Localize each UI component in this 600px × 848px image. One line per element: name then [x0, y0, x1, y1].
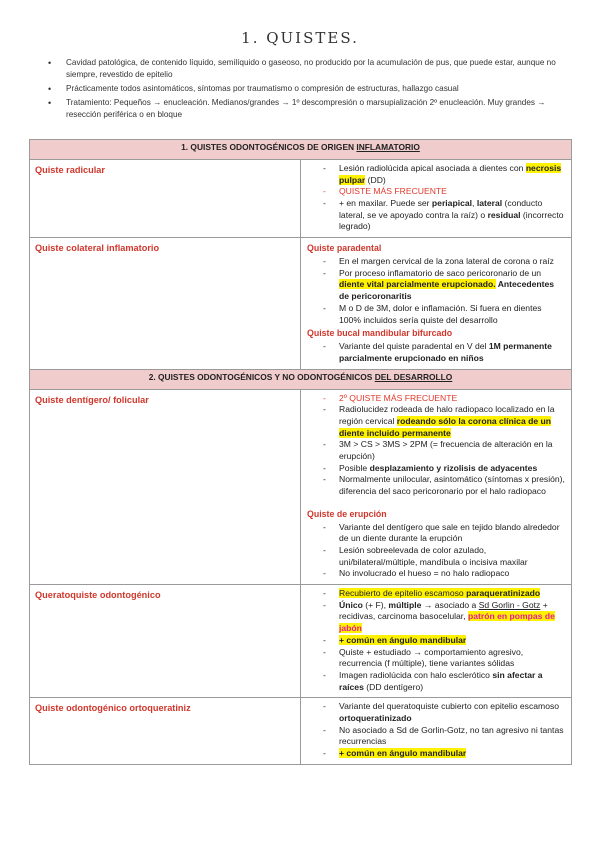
list-item: - M o D de 3M, dolor e inflamación. Si fuera en dientes 100% incluidos sería quiste del desarrollo — [307, 303, 565, 326]
row-colateral — [30, 238, 572, 369]
subheading-paradental: Quiste paradental — [307, 243, 382, 254]
list-item: - En el margen cervical de la zona lateral de corona o raíz — [307, 256, 565, 268]
list-item: - Recubierto de epitelio escamoso paraqueratinizado — [307, 588, 565, 600]
cyst-name-colateral: Quiste colateral inflamatorio — [30, 238, 301, 369]
intro-item-definition: • Cavidad patológica, de contenido líquido, semilíquido o gaseoso, no producido por la acumulación de pus, que puede estar, aunque no siempre, revestido de epitelio — [48, 57, 576, 81]
subheading-bifurcado: Quiste bucal mandibular bifurcado — [307, 328, 453, 339]
row-ortoqueratinizado — [30, 698, 572, 764]
list-item: - + común en ángulo mandibular — [307, 635, 565, 647]
list-item: - Variante del dentígero que sale en tejido blando alrededor de un diente durante la erupción — [307, 522, 565, 545]
list-item: - Lesión radiolúcida apical asociada a dientes con necrosis pulpar (DD) — [307, 163, 565, 186]
row-radicular — [30, 160, 572, 238]
list-item: - + común en ángulo mandibular — [307, 748, 565, 760]
list-item: - Variante del queratoquiste cubierto con epitelio escamoso ortoqueratinizado — [307, 701, 565, 724]
list-item: - Radiolucidez rodeada de halo radiopaco localizado en la región cervical rodeando sólo la corona clínica de un diente incluido permanente — [307, 404, 565, 439]
list-item: - Variante del quiste paradental en V del 1M permanente parcialmente erupcionado en niños — [307, 341, 565, 364]
section-header-developmental: 2. QUISTES ODONTOGÉNICOS Y NO ODONTOGÉNICOS DEL DESARROLLO — [30, 369, 572, 389]
page-title: 1. QUISTES. — [241, 29, 359, 47]
list-item: - Quiste + estudiado → comportamiento agresivo, recurrencia (f múltiple), tiene variantes sólidas — [307, 647, 565, 670]
intro-list — [48, 57, 576, 122]
cyst-name-ortoqueratinizado: Quiste odontogénico ortoqueratiniz — [30, 698, 301, 764]
list-item: - + en maxilar. Puede ser periapical, lateral (conducto lateral, se ve apoyado contra la raíz) o residual (incorrecto legrado) — [307, 198, 565, 233]
cyst-name-dentigero: Quiste dentígero/ folicular — [30, 389, 301, 585]
list-item: - 2º QUISTE MÁS FRECUENTE — [307, 393, 565, 405]
cyst-name-queratoquiste: Queratoquiste odontogénico — [30, 585, 301, 698]
row-queratoquiste — [30, 585, 572, 698]
list-item: - 3M > CS > 3MS > 2PM (= frecuencia de alteración en la erupción) — [307, 439, 565, 462]
list-item: - No asociado a Sd de Gorlin-Gotz, no tan agresivo ni tantas recurrencias — [307, 725, 565, 748]
intro-item-symptoms: • Prácticamente todos asintomáticos, síntomas por traumatismo o compresión de estructuras, hallazgo casual — [48, 83, 576, 95]
list-item: - Lesión sobreelevada de color azulado, uni/bilateral/múltiple, mandíbula o incisiva maxilar — [307, 545, 565, 568]
cyst-name-radicular: Quiste radicular — [30, 160, 301, 238]
cysts-table — [29, 139, 572, 765]
list-item: - Único (+ F), múltiple → asociado a Sd Gorlin - Gotz + recidivas, carcinoma basocelular, patrón en pompas de jabón — [307, 600, 565, 635]
list-item: - Normalmente unilocular, asintomático (síntomas x presión), diferencia del saco pericoronario por el halo radiopaco — [307, 474, 565, 497]
row-dentigero — [30, 389, 572, 585]
subheading-erupcion: Quiste de erupción — [307, 508, 387, 519]
list-item: - QUISTE MÁS FRECUENTE — [307, 186, 565, 198]
section-header-inflammatory: 1. QUISTES ODONTOGÉNICOS DE ORIGEN INFLAMATORIO — [30, 140, 572, 160]
list-item: - Posible desplazamiento y rizolisis de adyacentes — [307, 463, 565, 475]
intro-item-treatment: • Tratamiento: Pequeños → enucleación. Medianos/grandes → 1º descompresión o marsupialización 2º enucleación. Muy grandes → resección periférica o en bloque — [48, 97, 576, 121]
list-item: - Por proceso inflamatorio de saco pericoronario de un diente vital parcialmente erupcionado. Antecedentes de pericoronaritis — [307, 268, 565, 303]
list-item: - Imagen radiolúcida con halo esclerótico sin afectar a raíces (DD dentígero) — [307, 670, 565, 693]
list-item: - No involucrado el hueso = no halo radiopaco — [307, 568, 565, 580]
